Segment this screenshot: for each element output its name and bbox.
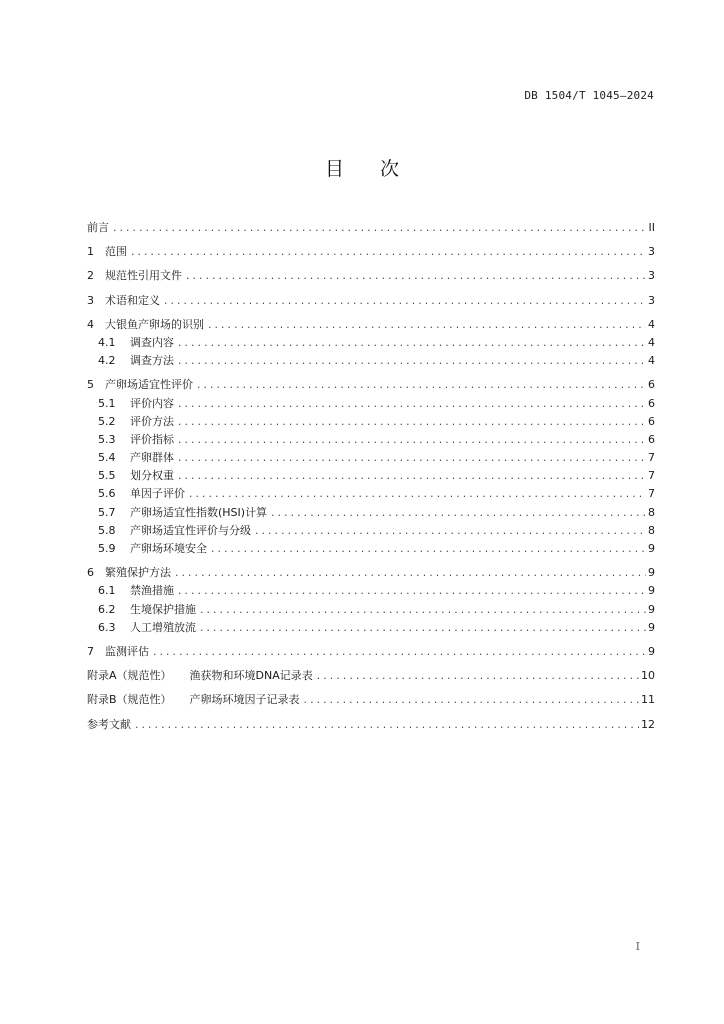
toc-entry-page: 6 [648,378,655,392]
toc-entry-number: 5.3 [98,432,116,446]
toc-entry-number: 5.9 [98,542,116,555]
toc-entry-number: 5.5 [98,469,116,483]
toc-entry-label: 大银鱼产卵场的识别 [105,317,204,331]
page-number: I [635,940,640,953]
toc-entry-page: 4 [648,335,655,349]
toc-entry-number: 4 [87,317,94,331]
toc-entry-label: 产卵场适宜性指数(HSI)计算 [130,505,268,519]
toc-leader-dots [185,268,646,286]
toc-entry[interactable] [87,601,655,619]
toc-leader-dots [270,505,646,523]
toc-entry-page: 9 [648,566,655,580]
toc-entry-label: 繁殖保护方法 [105,566,171,580]
toc-entry-page: 12 [641,717,655,731]
toc-entry[interactable] [87,691,655,709]
toc-entry-number: 6.1 [98,584,116,598]
toc-leader-dots [199,602,646,620]
toc-entry-number: 5.6 [98,487,116,501]
toc-entry-label: 范围 [105,245,127,259]
toc-entry-page: 3 [648,269,655,283]
table-of-contents [87,219,655,734]
toc-entry-page: 11 [641,693,655,707]
toc-entry-label: 评价内容 [130,396,174,410]
toc-entry-label: 产卵场环境因子记录表 [189,693,300,707]
toc-entry-number: 5.7 [98,505,116,519]
toc-entry-number: 5.8 [98,523,116,537]
toc-entry[interactable] [87,219,655,237]
toc-leader-dots [188,486,646,504]
toc-entry-label: 评价方法 [130,414,174,428]
toc-leader-dots [177,432,646,450]
toc-leader-dots [177,468,646,486]
toc-entry-page: 4 [648,317,655,331]
toc-leader-dots [130,244,646,262]
toc-entry-label: 划分权重 [130,469,174,483]
toc-entry-number: 6.2 [98,602,116,616]
toc-annex-label: 附录A（规范性） [87,669,172,683]
toc-entry[interactable] [87,643,655,661]
toc-entry-label: 产卵场环境安全 [130,542,207,555]
toc-entry[interactable] [87,431,655,449]
toc-entry-label: 前言 [87,221,109,234]
toc-leader-dots [210,541,646,559]
toc-entry[interactable] [87,504,655,522]
toc-entry-page: 3 [648,293,655,307]
toc-entry[interactable] [87,243,655,261]
toc-entry-page: 9 [648,542,655,555]
toc-leader-dots [196,377,646,395]
toc-entry-page: 6 [648,432,655,446]
toc-leader-dots [303,692,639,710]
toc-entry-page: II [648,221,655,234]
toc-entry-page: 3 [648,245,655,259]
toc-entry-label: 人工增殖放流 [130,620,196,634]
toc-entry-number: 2 [87,269,94,283]
toc-entry-label: 产卵场适宜性评价 [105,378,193,392]
toc-entry-label: 禁渔措施 [130,584,174,598]
toc-entry[interactable] [87,334,655,352]
toc-leader-dots [316,668,639,686]
document-number: DB 1504/T 1045—2024 [524,89,654,102]
toc-leader-dots [177,335,646,353]
toc-entry-page: 9 [648,584,655,598]
toc-entry[interactable] [87,467,655,485]
toc-entry[interactable] [87,292,655,310]
page-title: 目次 [324,158,435,180]
toc-entry-page: 7 [648,487,655,501]
toc-entry-page: 9 [648,602,655,616]
toc-entry-page: 6 [648,414,655,428]
toc-leader-dots [177,396,646,414]
toc-entry[interactable] [87,540,655,558]
toc-entry-label: 渔获物和环境DNA记录表 [189,669,313,683]
toc-entry[interactable] [87,376,655,394]
toc-leader-dots [177,353,646,371]
toc-entry-label: 术语和定义 [105,293,160,307]
toc-entry[interactable] [87,413,655,431]
toc-entry[interactable] [87,267,655,285]
toc-entry-page: 8 [648,523,655,537]
toc-entry[interactable] [87,667,655,685]
toc-entry-number: 7 [87,644,94,658]
toc-entry-number: 4.2 [98,354,116,368]
toc-leader-dots [254,523,646,541]
toc-entry[interactable] [87,564,655,582]
toc-entry[interactable] [87,352,655,370]
toc-entry-number: 6 [87,566,94,580]
toc-leader-dots [177,414,646,432]
toc-entry-page: 10 [641,669,655,683]
toc-entry[interactable] [87,716,655,734]
toc-entry-label: 产卵场适宜性评价与分级 [130,523,251,537]
toc-entry-label: 单因子评价 [130,487,185,501]
toc-entry-page: 7 [648,451,655,465]
toc-entry[interactable] [87,316,655,334]
toc-entry-number: 5.1 [98,396,116,410]
toc-annex-label: 附录B（规范性） [87,693,172,707]
toc-entry[interactable] [87,395,655,413]
toc-entry-label: 调查方法 [130,354,174,368]
toc-entry-number: 3 [87,293,94,307]
toc-entry-page: 9 [648,644,655,658]
toc-entry-label: 调查内容 [130,335,174,349]
toc-entry-label: 生境保护措施 [130,602,196,616]
toc-entry-label: 产卵群体 [130,451,174,465]
toc-entry-number: 6.3 [98,620,116,634]
toc-entry-page: 6 [648,396,655,410]
toc-entry-label: 评价指标 [130,432,174,446]
toc-leader-dots [112,220,647,238]
toc-entry-page: 8 [648,505,655,519]
toc-entry-page: 7 [648,469,655,483]
toc-entry-label: 参考文献 [87,717,131,731]
toc-leader-dots [152,644,646,662]
toc-entry-number: 4.1 [98,335,116,349]
toc-entry[interactable] [87,582,655,600]
toc-entry-page: 9 [648,620,655,634]
toc-entry-number: 5 [87,378,94,392]
toc-leader-dots [163,293,646,311]
toc-entry[interactable] [87,485,655,503]
toc-leader-dots [177,450,646,468]
toc-leader-dots [177,583,646,601]
toc-entry-label: 规范性引用文件 [105,269,182,283]
toc-entry-label: 监测评估 [105,644,149,658]
toc-leader-dots [174,565,646,583]
toc-entry[interactable] [87,522,655,540]
toc-entry[interactable] [87,449,655,467]
toc-entry-page: 4 [648,354,655,368]
toc-entry[interactable] [87,619,655,637]
toc-leader-dots [207,317,646,335]
toc-leader-dots [199,620,646,638]
toc-entry-number: 1 [87,245,94,259]
toc-entry-number: 5.4 [98,451,116,465]
toc-entry-number: 5.2 [98,414,116,428]
toc-leader-dots [134,717,639,735]
